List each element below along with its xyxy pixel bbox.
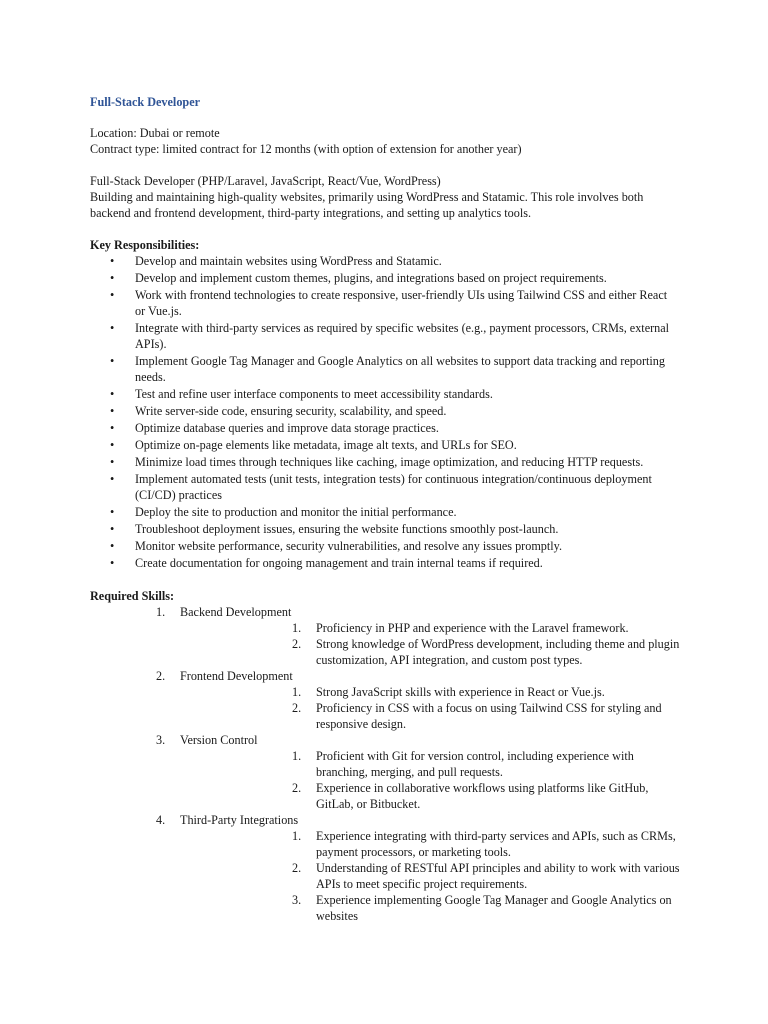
bullet-icon: •	[110, 438, 115, 452]
skill-category-name: Third-Party Integrations	[180, 813, 299, 827]
responsibility-text: Write server-side code, ensuring security, scalability, and speed.	[135, 404, 447, 418]
skill-category-number: 3.	[156, 733, 166, 747]
bullet-icon: •	[110, 354, 115, 368]
skill-item-number: 1.	[292, 685, 302, 699]
bullet-icon: •	[110, 472, 115, 486]
skill-category	[90, 604, 680, 668]
responsibility-item	[90, 471, 680, 503]
spacer	[90, 221, 680, 237]
skill-item	[180, 780, 680, 812]
responsibility-text: Minimize load times through techniques like caching, image optimization, and reducing HTTP requests.	[135, 455, 644, 469]
skill-item-text: Strong knowledge of WordPress development, including theme and plugin customization, API integration, and custom post types.	[316, 637, 680, 667]
skill-category-number: 4.	[156, 813, 166, 827]
skill-item-text: Proficiency in PHP and experience with the Laravel framework.	[316, 621, 629, 635]
skill-item-text: Proficient with Git for version control, including experience with branching, merging, and pull requests.	[316, 749, 634, 779]
responsibility-text: Test and refine user interface components to meet accessibility standards.	[135, 387, 493, 401]
responsibility-text: Monitor website performance, security vulnerabilities, and resolve any issues promptly.	[135, 539, 563, 553]
skill-sublist	[180, 684, 680, 732]
responsibility-text: Work with frontend technologies to create responsive, user-friendly UIs using Tailwind CSS and either React or Vue.js.	[135, 288, 668, 318]
contract-line: Contract type: limited contract for 12 months (with option of extension for another year)	[90, 142, 522, 156]
skill-item	[180, 700, 680, 732]
spacer	[90, 572, 680, 588]
skill-item-number: 1.	[292, 829, 302, 843]
responsibility-item	[90, 270, 680, 286]
responsibility-item	[90, 504, 680, 520]
location-line: Location: Dubai or remote	[90, 126, 220, 140]
skill-item	[180, 684, 680, 700]
skill-item-text: Strong JavaScript skills with experience in React or Vue.js.	[316, 685, 605, 699]
role-description: Building and maintaining high-quality websites, primarily using WordPress and Statamic. This role involves both backend and frontend development, third-party integrations, and setting up analytics tools.	[90, 190, 644, 220]
bullet-icon: •	[110, 556, 115, 570]
skill-category	[90, 668, 680, 732]
skill-category-name: Frontend Development	[180, 669, 293, 683]
bullet-icon: •	[110, 321, 115, 335]
responsibility-item	[90, 454, 680, 470]
skill-sublist	[180, 620, 680, 668]
responsibility-item	[90, 420, 680, 436]
skill-item-number: 1.	[292, 749, 302, 763]
skill-category-name: Backend Development	[180, 605, 292, 619]
responsibilities-heading: Key Responsibilities:	[90, 238, 200, 252]
responsibility-item	[90, 521, 680, 537]
responsibility-item	[90, 320, 680, 352]
responsibility-item	[90, 287, 680, 319]
responsibility-text: Optimize database queries and improve data storage practices.	[135, 421, 439, 435]
responsibility-item	[90, 437, 680, 453]
responsibility-item	[90, 253, 680, 269]
skill-item-text: Understanding of RESTful API principles and ability to work with various APIs to meet specific project requirements.	[316, 861, 680, 891]
document-body	[90, 94, 680, 924]
skill-item	[180, 636, 680, 668]
bullet-icon: •	[110, 288, 115, 302]
skill-item-number: 2.	[292, 701, 302, 715]
skill-category-name: Version Control	[180, 733, 258, 747]
responsibility-item	[90, 555, 680, 571]
responsibility-item	[90, 403, 680, 419]
skill-item	[180, 620, 680, 636]
bullet-icon: •	[110, 522, 115, 536]
role-line: Full-Stack Developer (PHP/Laravel, JavaScript, React/Vue, WordPress)	[90, 174, 441, 188]
skill-sublist	[180, 828, 680, 924]
skill-item-text: Experience implementing Google Tag Manager and Google Analytics on websites	[316, 893, 672, 923]
skill-item-number: 2.	[292, 781, 302, 795]
skill-item	[180, 828, 680, 860]
skill-category	[90, 732, 680, 812]
responsibility-text: Implement automated tests (unit tests, integration tests) for continuous integration/continuous deployment (CI/CD) practices	[135, 472, 652, 502]
bullet-icon: •	[110, 387, 115, 401]
bullet-icon: •	[110, 455, 115, 469]
skill-category-number: 1.	[156, 605, 166, 619]
skill-item-text: Experience in collaborative workflows using platforms like GitHub, GitLab, or Bitbucket.	[316, 781, 649, 811]
responsibility-text: Optimize on-page elements like metadata, image alt texts, and URLs for SEO.	[135, 438, 517, 452]
responsibility-item	[90, 538, 680, 554]
skill-sublist	[180, 748, 680, 812]
skill-item-number: 3.	[292, 893, 302, 907]
skill-category-number: 2.	[156, 669, 166, 683]
bullet-icon: •	[110, 404, 115, 418]
skill-item-text: Experience integrating with third-party services and APIs, such as CRMs, payment processors, or marketing tools.	[316, 829, 676, 859]
bullet-icon: •	[110, 539, 115, 553]
skill-item	[180, 892, 680, 924]
responsibility-text: Integrate with third-party services as required by specific websites (e.g., payment processors, CRMs, external APIs).	[135, 321, 670, 351]
skill-category	[90, 812, 680, 924]
responsibility-text: Develop and maintain websites using WordPress and Statamic.	[135, 254, 442, 268]
bullet-icon: •	[110, 254, 115, 268]
skill-item-number: 2.	[292, 861, 302, 875]
skill-item-number: 2.	[292, 637, 302, 651]
responsibility-item	[90, 353, 680, 385]
job-title: Full-Stack Developer	[90, 95, 201, 109]
bullet-icon: •	[110, 421, 115, 435]
responsibility-text: Troubleshoot deployment issues, ensuring the website functions smoothly post-launch.	[135, 522, 559, 536]
responsibility-text: Implement Google Tag Manager and Google Analytics on all websites to support data tracking and reporting needs.	[135, 354, 665, 384]
responsibility-text: Develop and implement custom themes, plugins, and integrations based on project requirements.	[135, 271, 607, 285]
responsibility-text: Create documentation for ongoing management and train internal teams if required.	[135, 556, 543, 570]
spacer	[90, 157, 680, 173]
skill-item	[180, 860, 680, 892]
skill-item-number: 1.	[292, 621, 302, 635]
skill-item	[180, 748, 680, 780]
responsibilities-list	[90, 253, 680, 571]
skills-heading: Required Skills:	[90, 589, 175, 603]
bullet-icon: •	[110, 505, 115, 519]
responsibility-text: Deploy the site to production and monitor the initial performance.	[135, 505, 457, 519]
bullet-icon: •	[110, 271, 115, 285]
skill-item-text: Proficiency in CSS with a focus on using Tailwind CSS for styling and responsive design.	[316, 701, 662, 731]
skills-list	[90, 604, 680, 924]
responsibility-item	[90, 386, 680, 402]
